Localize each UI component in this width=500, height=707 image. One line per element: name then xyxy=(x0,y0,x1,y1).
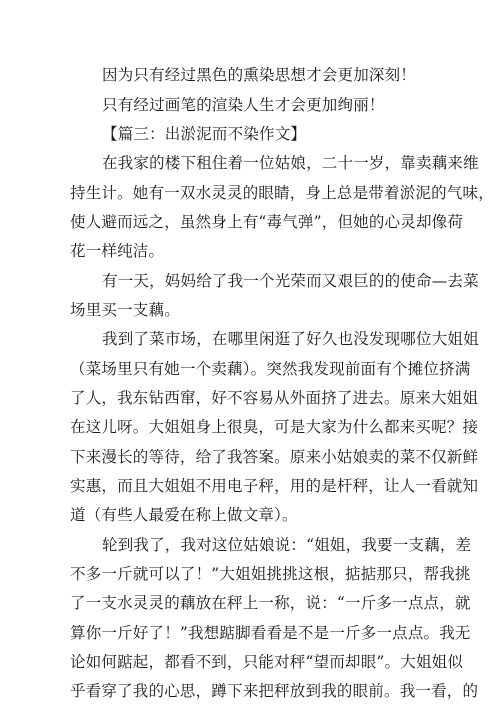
section-heading: 【篇三：出淤泥而不染作文】 xyxy=(102,125,307,143)
text-line: 下来漫长的等待，给了我答案。原来小姑娘卖的菜不仅新鲜 xyxy=(70,448,479,466)
text-line: 在我家的楼下租住着一位姑娘，二十一岁，靠卖藕来维 xyxy=(102,154,479,172)
text-line: 了人，我东钻西窜，好不容易从外面挤了进去。原来大姐姐 xyxy=(70,389,479,407)
text-line: 因为只有经过黑色的熏染思想才会更加深刻！ xyxy=(102,66,417,84)
text-line: 不多一斤就可以了！”大姐姐挑挑这根，掂掂那只，帮我挑 xyxy=(70,565,471,583)
text-line: 了一支水灵灵的藕放在秤上一称，说：“一斤多一点点，就 xyxy=(70,594,471,612)
text-line: 论如何踮起，都看不到，只能对秤“望而却眼”。大姐姐似 xyxy=(70,653,464,671)
text-line: 只有经过画笔的渲染人生才会更加绚丽！ xyxy=(102,96,385,114)
text-line: 在这儿呀。大姐姐身上很臭，可是大家为什么都来买呢？接 xyxy=(70,418,479,436)
text-line: 实惠，而且大姐姐不用电子秤，用的是杆秤，让人一看就知 xyxy=(70,477,479,495)
text-line: 道（有些人最爱在称上做文章）。 xyxy=(70,506,298,524)
text-line: 轮到我了，我对这位姑娘说：“姐姐，我要一支藕，差 xyxy=(102,536,472,554)
text-line: 乎看穿了我的心思，蹲下来把秤放到我的眼前。我一看，的 xyxy=(70,682,479,700)
text-line: 我到了菜市场，在哪里闲逛了好久也没发现哪位大姐姐 xyxy=(102,330,479,348)
text-line: 场里买一支藕。 xyxy=(70,301,180,319)
text-line: 有一天，妈妈给了我一个光荣而又艰巨的的使命—去菜 xyxy=(102,272,479,290)
text-line: 持生计。她有一双水灵灵的眼睛，身上总是带着淤泥的气味， xyxy=(70,184,494,202)
text-line: 算你一斤好了！”我想踮脚看看是不是一斤多一点点。我无 xyxy=(70,624,471,642)
text-line: 花一样纯洁。 xyxy=(70,242,165,260)
text-line: （菜场里只有她一个卖藕）。突然我发现前面有个摊位挤满 xyxy=(70,360,471,378)
text-line: 使人避而远之，虽然身上有“毒气弹”，但她的心灵却像荷 xyxy=(70,213,464,231)
